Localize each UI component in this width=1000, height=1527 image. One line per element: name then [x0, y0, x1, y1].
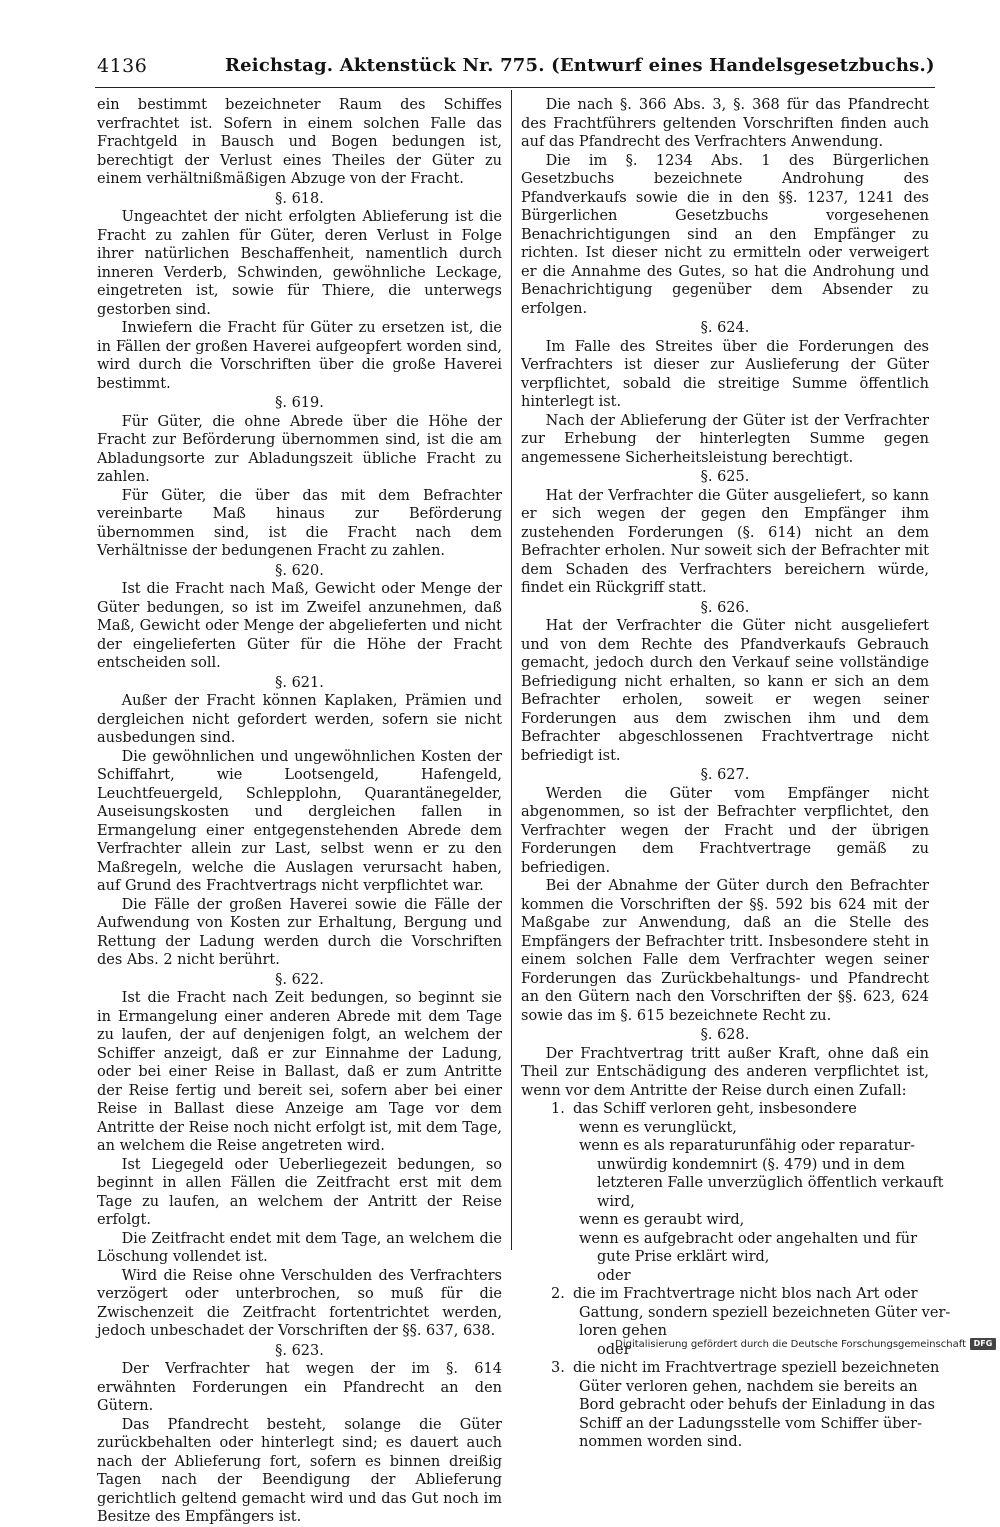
- paragraph: Das Pfandrecht besteht, solange die Güter zurückbehalten oder hinterlegt sind; es dauert auch nach der Ablieferung fort, sofern es binnen dreißig Tagen nach der Beendigung der Ablieferung gerichtlich geltend gemacht wird und das Gut noch im Besitze des Empfängers ist.: [97, 1416, 502, 1525]
- paragraph: Die gewöhnlichen und ungewöhnlichen Kosten der Schiffahrt, wie Lootsengeld, Hafengeld, Leuchtfeuergeld, Schlepplohn, Quarantänegelder, Auseisungskosten und dergleichen fallen in Ermangelung einer entgegenstehenden Abrede dem Verfrachter allein zur Last, selbst wenn er zu den Maßregeln, welche die Auslagen verursacht haben, auf Grund des Frachtvertrags nicht verpflichtet war.: [97, 748, 502, 894]
- list-line: Bord gebracht oder behufs der Einladung in das: [579, 1397, 935, 1413]
- list-item: [521, 1100, 944, 1285]
- left-column: [97, 96, 502, 1527]
- digitization-credit: Digitalisierung gefördert durch die Deutsche Forschungsgemeinschaft: [615, 1339, 966, 1350]
- list-item: [521, 1359, 940, 1452]
- list-text: die im Frachtvertrage nicht blos nach Art oder: [573, 1286, 918, 1302]
- section-heading: §. 627.: [700, 767, 750, 783]
- list-line: wenn es aufgebracht oder angehalten und für: [579, 1230, 918, 1247]
- page-footer: [600, 1338, 1000, 1353]
- paragraph: Hat der Verfrachter die Güter nicht ausgeliefert und von dem Rechte des Pfandverkaufs Gebrauch gemacht, jedoch durch den Verkauf seine vollständige Befriedigung nicht erhalten, so kann er sich an dem Befrachter erholen, soweit er wegen seiner Forderungen aus dem zwischen ihm und dem Befrachter abgeschlossenen Frachtvertrage nicht befriedigt ist.: [521, 618, 929, 764]
- paragraph: Für Güter, die ohne Abrede über die Höhe der Fracht zur Beförderung übernommen sind, ist die am Abladungsorte zur Abladungszeit übliche Fracht zu zahlen.: [97, 413, 502, 485]
- conditions-list: [521, 1100, 951, 1452]
- dfg-logo: DFG: [970, 1338, 996, 1350]
- paragraph: Ist die Fracht nach Maß, Gewicht oder Menge der Güter bedungen, so ist im Zweifel anzunehmen, daß Maß, Gewicht oder Menge der abgelieferten und nicht der eingelieferten Güter für die Höhe der Fracht entscheiden soll.: [97, 581, 502, 671]
- list-line: oder: [597, 1267, 631, 1284]
- list-number: 3.: [551, 1360, 565, 1376]
- paragraph: Werden die Güter vom Empfänger nicht abgenommen, so ist der Befrachter verpflichtet, den Verfrachter wegen der Fracht und der übrigen Forderungen dem Frachtvertrage gemäß zu befriedigen.: [521, 785, 929, 876]
- paragraph: Die Zeitfracht endet mit dem Tage, an welchem die Löschung vollendet ist.: [97, 1230, 502, 1265]
- paragraph: Die im §. 1234 Abs. 1 des Bürgerlichen Gesetzbuchs bezeichnete Androhung des Pfandverkaufs sowie die in den §§. 1237, 1241 des Bürgerlichen Gesetzbuchs vorgesehenen Benachrichtigungen sind an den Empfänger zu richten. Ist dieser nicht zu ermitteln oder verweigert er die Annahme des Gutes, so hat die Androhung und Benachrichtigung gegenüber dem Absender zu erfolgen.: [521, 152, 929, 317]
- paragraph: Der Verfrachter hat wegen der im §. 614 erwähnten Forderungen ein Pfandrecht an den Gütern.: [97, 1361, 502, 1414]
- section-heading: §. 619.: [275, 395, 324, 411]
- list-line: wird,: [597, 1193, 635, 1210]
- list-line: nommen worden sind.: [579, 1434, 743, 1450]
- section-heading: §. 626.: [700, 599, 750, 616]
- paragraph: Außer der Fracht können Kaplaken, Prämien und dergleichen nicht gefordert werden, sofern sie nicht ausbedungen sind.: [97, 693, 502, 746]
- paragraph: Der Frachtvertrag tritt außer Kraft, ohne daß ein Theil zur Entschädigung des anderen verpflichtet ist, wenn vor dem Antritte der Reise durch einen Zufall:: [521, 1045, 929, 1099]
- right-column: [521, 96, 951, 1452]
- section-heading: §. 618.: [275, 190, 324, 207]
- header-rule: [95, 87, 935, 88]
- paragraph: Die Fälle der großen Haverei sowie die Fälle der Aufwendung von Kosten zur Erhaltung, Bergung und Rettung der Ladung werden durch die Vorschriften des Abs. 2 nicht berührt.: [97, 896, 502, 968]
- section-heading: §. 622.: [275, 971, 324, 988]
- page-number: 4136: [97, 55, 148, 77]
- list-line: Schiff an der Ladungsstelle vom Schiffer über-: [579, 1415, 922, 1432]
- paragraph: Ist die Fracht nach Zeit bedungen, so beginnt sie in Ermangelung einer anderen Abrede mit dem Tage zu laufen, der auf denjenigen folgt, an welchem der Schiffer anzeigt, daß er zur Einnahme der Ladung, oder bei einer Reise in Ballast, daß er zum Antritte der Reise fertig und bereit sei, sofern aber bei einer Reise in Ballast diese Anzeige am Tage vor dem Antritte der Reise noch nicht erfolgt ist, mit dem Tage, an welchem die Reise angetreten wird.: [97, 990, 502, 1154]
- paragraph: Inwiefern die Fracht für Güter zu ersetzen ist, die in Fällen der großen Haverei aufgeopfert worden sind, wird durch die Vorschriften über die große Haverei bestimmt.: [97, 320, 502, 392]
- paragraph: Im Falle des Streites über die Forderungen des Verfrachters ist dieser zur Auslieferung der Güter verpflichtet, sobald die streitige Summe öffentlich hinterlegt ist.: [521, 338, 929, 410]
- paragraph: Ungeachtet der nicht erfolgten Ablieferung ist die Fracht zu zahlen für Güter, deren Verlust in Folge ihrer natürlichen Beschaffenheit, namentlich durch inneren Verderb, Schwinden, gewöhnliche Leckage, eingetreten ist, sowie für Thiere, die unterwegs gestorben sind.: [97, 209, 502, 318]
- page-header: [0, 0, 1000, 90]
- list-line: [521, 1285, 929, 1304]
- list-text: das Schiff verloren geht, insbesondere: [573, 1101, 857, 1117]
- running-head: Reichstag. Aktenstück Nr. 775. (Entwurf eines Handelsgesetzbuchs.): [225, 55, 935, 76]
- paragraph: Hat der Verfrachter die Güter ausgeliefert, so kann er sich wegen der gegen den Empfänger ihm zustehenden Forderungen (§. 614) nicht an dem Befrachter erholen. Nur soweit sich der Befrachter mit dem Schaden des Verfrachters bereichern würde, findet ein Rückgriff statt.: [521, 487, 929, 596]
- paragraph: Wird die Reise ohne Verschulden des Verfrachters verzögert oder unterbrochen, so muß für die Zwischenzeit die Zeitfracht fortentrichtet werden, jedoch unbeschadet der Vorschriften der §§. 637, 638.: [97, 1267, 502, 1339]
- list-line: wenn es verunglückt,: [579, 1119, 737, 1136]
- paragraph: Ist Liegegeld oder Ueberliegezeit bedungen, so beginnt in allen Fällen die Zeitfracht erst mit dem Tage zu laufen, an welchem der Antritt der Reise erfolgt.: [97, 1156, 502, 1228]
- list-line: unwürdig kondemnirt (§. 479) und in dem: [597, 1156, 905, 1173]
- paragraph: Die nach §. 366 Abs. 3, §. 368 für das Pfandrecht des Frachtführers geltenden Vorschriften finden auch auf das Pfandrecht des Verfrachters Anwendung.: [521, 97, 929, 150]
- paragraph: ein bestimmt bezeichneter Raum des Schiffes verfrachtet ist. Sofern in einem solchen Falle das Frachtgeld in Bausch und Bogen bedungen ist, berechtigt der Verlust eines Theiles der Güter zu einem verhältnißmäßigen Abzuge von der Fracht.: [97, 97, 502, 187]
- paragraph: Nach der Ablieferung der Güter ist der Verfrachter zur Erhebung der hinterlegten Summe gegen angemessene Sicherheitsleistung berechtigt.: [521, 412, 929, 466]
- paragraph: Für Güter, die über das mit dem Befrachter vereinbarte Maß hinaus zur Beförderung übernommen sind, ist die Fracht nach dem Verhältnisse der bedungenen Fracht zu zahlen.: [97, 487, 502, 559]
- list-number: 1.: [551, 1101, 565, 1117]
- list-line: wenn es als reparaturunfähig oder reparatur-: [579, 1138, 916, 1154]
- list-line: letzteren Falle unverzüglich öffentlich verkauft: [597, 1175, 944, 1191]
- list-line: Güter verloren gehen, nachdem sie bereits an: [579, 1378, 918, 1395]
- paragraph: Bei der Abnahme der Güter durch den Befrachter kommen die Vorschriften der §§. 592 bis 624 mit der Maßgabe zur Anwendung, daß an die Stelle des Empfängers der Befrachter tritt. Insbesondere steht in einem solchen Falle dem Verfrachter wegen seiner Forderungen das Zurückbehaltungs- und Pfandrecht an den Gütern nach den Vorschriften der §§. 623, 624 sowie das im §. 615 bezeichnete Recht zu.: [521, 878, 929, 1024]
- section-heading: §. 628.: [700, 1027, 750, 1043]
- list-line: oder: [597, 1341, 631, 1358]
- list-line: [521, 1359, 940, 1378]
- section-heading: §. 624.: [700, 320, 750, 336]
- list-line: wenn es geraubt wird,: [579, 1212, 745, 1228]
- list-line: Gattung, sondern speziell bezeichneten Güter ver-: [579, 1304, 951, 1321]
- list-number: 2.: [551, 1286, 565, 1302]
- section-heading: §. 621.: [275, 674, 324, 691]
- list-line: gute Prise erklärt wird,: [597, 1249, 770, 1265]
- list-text: die nicht im Frachtvertrage speziell bezeichneten: [573, 1360, 940, 1376]
- section-heading: §. 623.: [275, 1342, 324, 1359]
- list-line: [521, 1100, 929, 1119]
- section-heading: §. 625.: [700, 469, 750, 485]
- section-heading: §. 620.: [275, 562, 324, 579]
- list-line: loren gehen: [579, 1323, 667, 1339]
- column-divider: [511, 90, 512, 1250]
